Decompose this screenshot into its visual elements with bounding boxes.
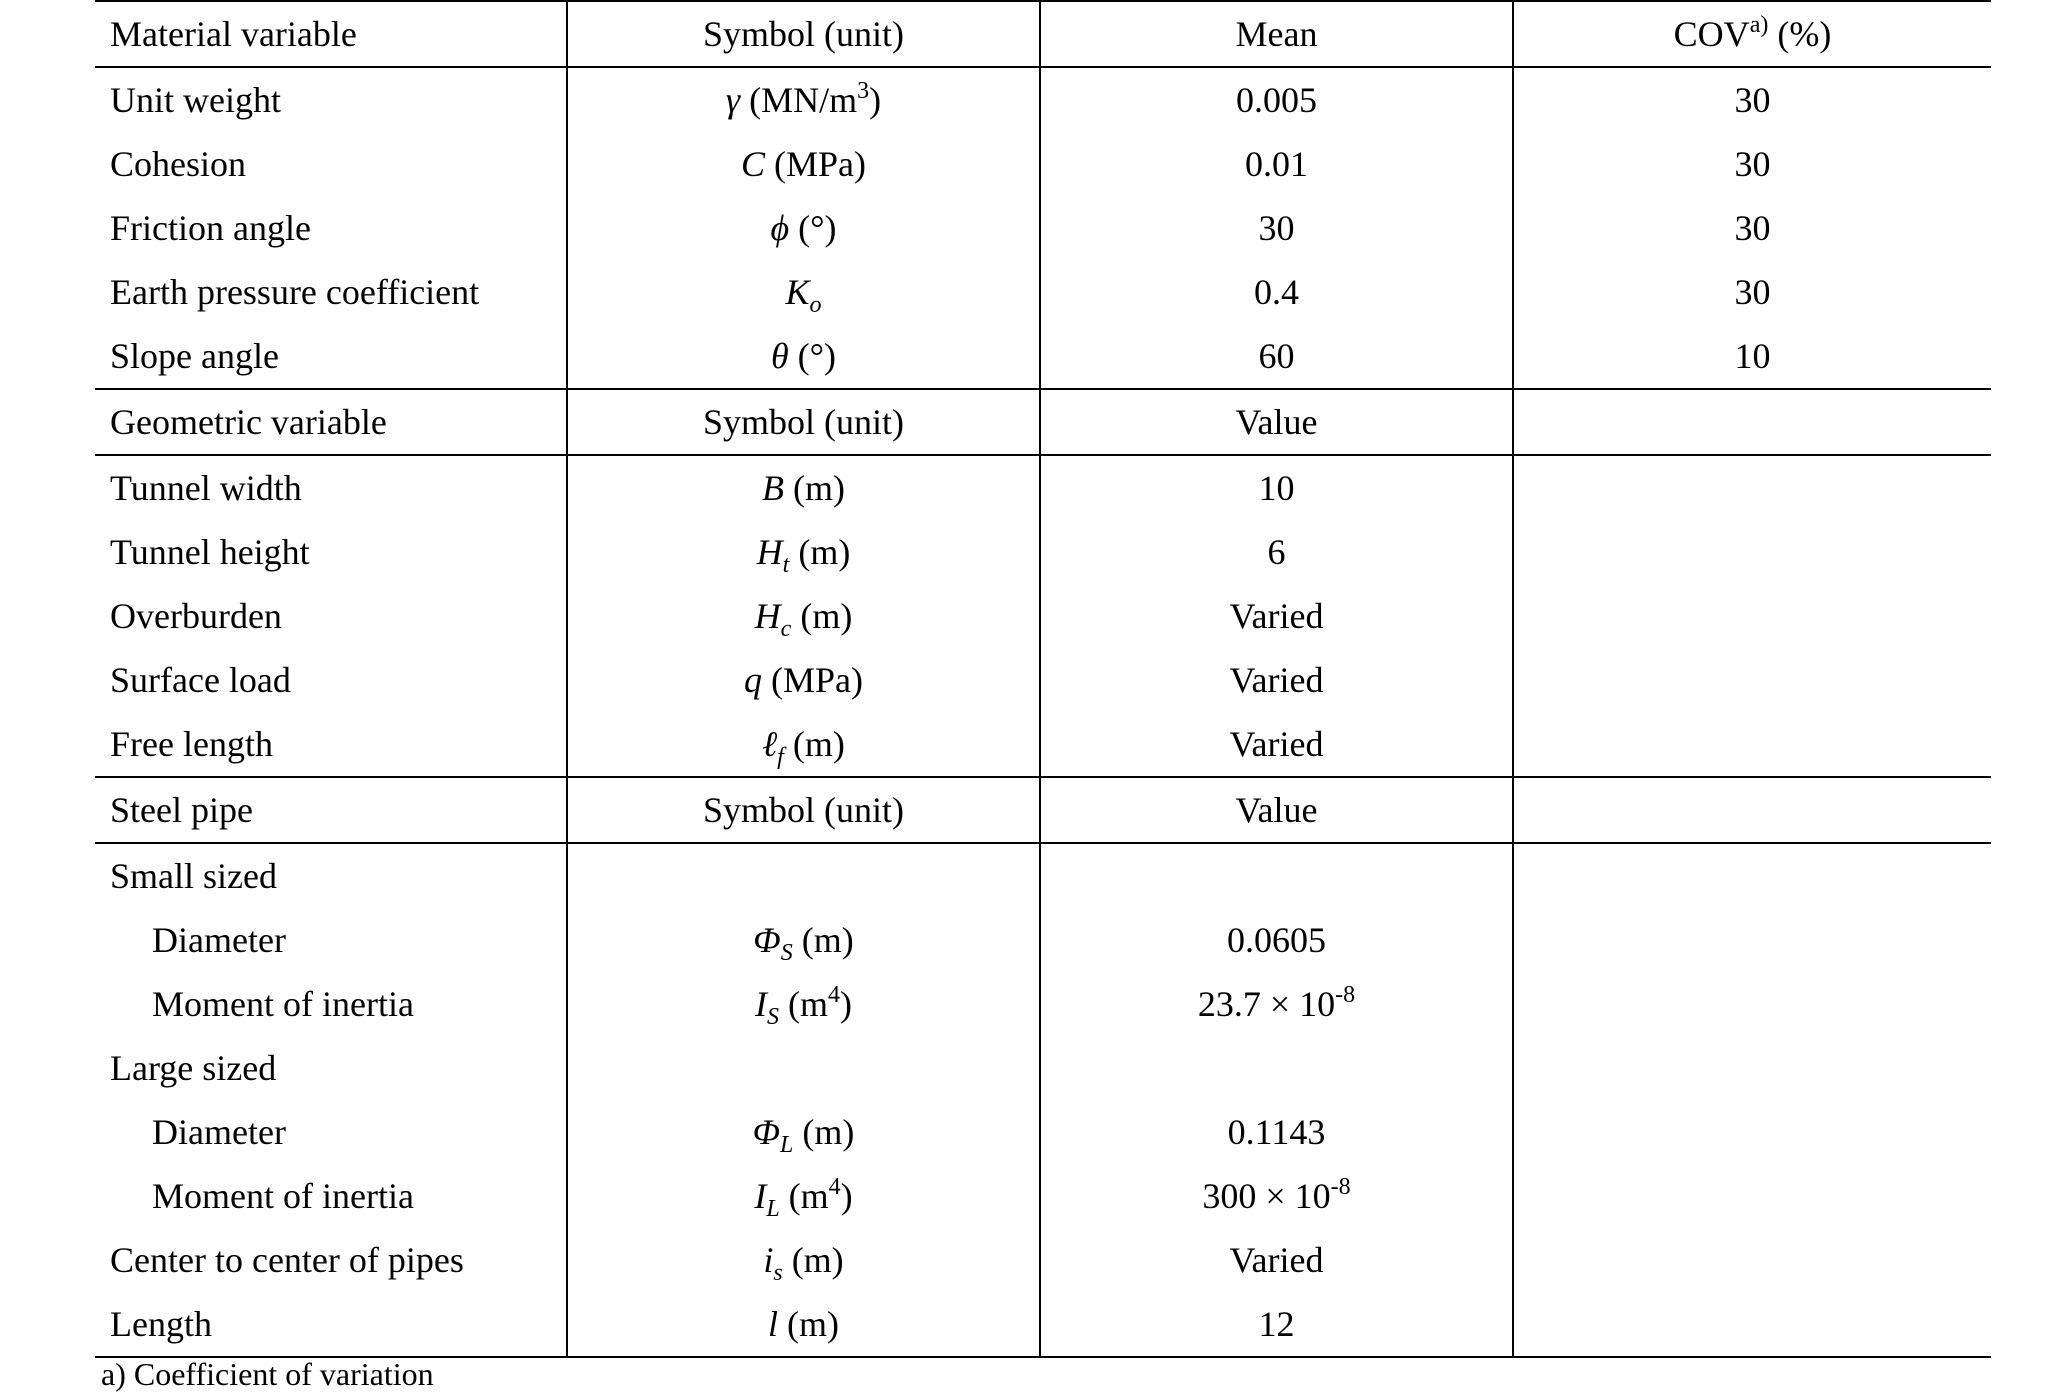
header-cell: Symbol (unit) <box>567 777 1040 843</box>
empty-cell <box>1513 1100 1991 1164</box>
value-cell: 12 <box>1040 1292 1513 1357</box>
symbol-cell <box>567 584 1040 648</box>
unit: (m) <box>784 468 845 508</box>
header-cell: Symbol (unit) <box>567 1 1040 67</box>
value-cell: Varied <box>1040 712 1513 777</box>
unit: (m) <box>783 724 845 764</box>
symbol-cell <box>567 908 1040 972</box>
header-cell: Value <box>1040 777 1513 843</box>
table-row <box>95 1292 1991 1357</box>
symbol-cell <box>567 1164 1040 1228</box>
unit: (°) <box>789 208 837 248</box>
empty-cell <box>1513 972 1991 1036</box>
row-label: Unit weight <box>110 80 281 120</box>
symbol: K <box>785 272 810 312</box>
unit: (m <box>779 984 828 1024</box>
symbol: H <box>756 532 783 572</box>
symbol: i <box>763 1240 774 1280</box>
symbol: θ <box>770 336 789 376</box>
value-cell: 10 <box>1040 455 1513 520</box>
geometric-header-row <box>95 389 1991 455</box>
material-header-row <box>95 1 1991 67</box>
unit: (MN/m <box>740 80 858 120</box>
symbol: q <box>744 660 762 700</box>
value-mantissa: 23.7 × 10 <box>1197 984 1336 1024</box>
table-row <box>95 1164 1991 1228</box>
cov-unit: (%) <box>1768 14 1832 54</box>
value-cell: 0.1143 <box>1040 1100 1513 1164</box>
symbol: H <box>754 596 781 636</box>
value-cell: Varied <box>1040 584 1513 648</box>
table-row <box>95 712 1991 777</box>
steel-header-row <box>95 777 1991 843</box>
unit: (MPa) <box>762 660 863 700</box>
unit: (m) <box>791 596 853 636</box>
header-cell: Material variable <box>95 1 567 67</box>
empty-cell <box>1513 520 1991 584</box>
cov-cell: 30 <box>1513 260 1991 324</box>
value-cell: Varied <box>1040 648 1513 712</box>
symbol-subscript: t <box>782 552 790 578</box>
symbol-cell <box>567 324 1040 389</box>
symbol-subscript: o <box>809 292 822 318</box>
cov-footnote-marker: a) <box>1749 12 1769 38</box>
unit: ) <box>869 80 882 120</box>
empty-cell <box>1513 1164 1991 1228</box>
symbol-subscript: S <box>780 940 793 966</box>
unit: (°) <box>788 336 837 376</box>
unit-exponent: 4 <box>828 982 840 1008</box>
row-label: Tunnel width <box>110 468 302 508</box>
symbol-subscript: L <box>780 1132 794 1158</box>
table-row <box>95 972 1991 1036</box>
unit: (m) <box>782 1240 844 1280</box>
symbol-subscript: f <box>777 744 784 770</box>
unit: (m) <box>789 532 851 572</box>
empty-cell <box>1513 389 1991 455</box>
empty-cell <box>1513 455 1991 520</box>
row-label: Overburden <box>110 596 282 636</box>
group-label: Small sized <box>110 856 277 896</box>
value-cell <box>1040 1164 1513 1228</box>
row-label: Earth pressure coefficient <box>110 272 480 312</box>
row-label: Diameter <box>152 1112 286 1152</box>
unit: ) <box>840 1176 853 1216</box>
symbol: I <box>755 984 767 1024</box>
unit: (m) <box>792 920 854 960</box>
header-cell: Mean <box>1040 1 1513 67</box>
row-label: Moment of inertia <box>152 1176 414 1216</box>
symbol-cell <box>567 260 1040 324</box>
symbol-cell <box>567 67 1040 132</box>
symbol: B <box>762 468 784 508</box>
cov-cell: 10 <box>1513 324 1991 389</box>
empty-cell <box>1040 1036 1513 1100</box>
table-row <box>95 324 1991 389</box>
table-row <box>95 908 1991 972</box>
value-mantissa: 300 × 10 <box>1202 1176 1331 1216</box>
unit: (m) <box>793 1112 855 1152</box>
symbol-subscript: L <box>766 1196 780 1222</box>
value-cell: 0.0605 <box>1040 908 1513 972</box>
row-label: Free length <box>110 724 273 764</box>
empty-cell <box>1040 843 1513 908</box>
row-label: Cohesion <box>110 144 247 184</box>
row-label: Length <box>95 1292 567 1357</box>
table-row <box>95 1228 1991 1292</box>
unit: ) <box>840 984 852 1024</box>
parameter-table <box>95 0 1991 1358</box>
row-label: Slope angle <box>110 336 279 376</box>
symbol-cell <box>567 196 1040 260</box>
table-row <box>95 455 1991 520</box>
empty-cell <box>567 843 1040 908</box>
empty-cell <box>1513 843 1991 908</box>
value-exponent: -8 <box>1330 1174 1351 1200</box>
table-row <box>95 520 1991 584</box>
unit-exponent: 3 <box>857 78 870 104</box>
header-cell: Symbol (unit) <box>567 389 1040 455</box>
row-label: Center to center of pipes <box>110 1240 464 1280</box>
unit: (m) <box>778 1304 839 1344</box>
empty-cell <box>1513 777 1991 843</box>
symbol: Φ <box>752 1112 781 1152</box>
table-row <box>95 260 1991 324</box>
cov-cell: 30 <box>1513 67 1991 132</box>
cov-cell: 30 <box>1513 196 1991 260</box>
mean-cell: 0.01 <box>1040 132 1513 196</box>
value-cell: 6 <box>1040 520 1513 584</box>
table-footnote: a) Coefficient of variation <box>101 1356 434 1392</box>
table-row <box>95 132 1991 196</box>
symbol-cell <box>567 520 1040 584</box>
unit-exponent: 4 <box>828 1174 841 1200</box>
mean-cell: 60 <box>1040 324 1513 389</box>
table-row <box>95 196 1991 260</box>
row-label: Diameter <box>152 920 286 960</box>
symbol-cell <box>567 1292 1040 1357</box>
symbol-cell <box>567 1100 1040 1164</box>
row-label: Friction angle <box>110 208 311 248</box>
row-label: Tunnel height <box>110 532 310 572</box>
value-cell <box>1040 972 1513 1036</box>
symbol: ϕ <box>770 208 790 248</box>
mean-cell: 0.005 <box>1040 67 1513 132</box>
symbol-cell <box>567 972 1040 1036</box>
cov-cell: 30 <box>1513 132 1991 196</box>
symbol-cell <box>567 712 1040 777</box>
mean-cell: 0.4 <box>1040 260 1513 324</box>
row-label: Moment of inertia <box>152 984 414 1024</box>
empty-cell <box>1513 648 1991 712</box>
value-cell: Varied <box>1040 1228 1513 1292</box>
empty-cell <box>1513 1036 1991 1100</box>
unit: (m <box>779 1176 829 1216</box>
header-cell: Geometric variable <box>95 389 567 455</box>
table-row <box>95 1036 1991 1100</box>
symbol: I <box>754 1176 767 1216</box>
mean-cell: 30 <box>1040 196 1513 260</box>
symbol: l <box>768 1304 779 1344</box>
empty-cell <box>1513 712 1991 777</box>
symbol-subscript: s <box>773 1260 783 1286</box>
table-row <box>95 648 1991 712</box>
header-cell: Value <box>1040 389 1513 455</box>
cov-label: COV <box>1673 14 1750 54</box>
symbol: C <box>740 144 765 184</box>
header-cell: Steel pipe <box>95 777 567 843</box>
table-row <box>95 843 1991 908</box>
table-row <box>95 584 1991 648</box>
symbol: Φ <box>753 920 781 960</box>
empty-cell <box>1513 584 1991 648</box>
symbol-cell <box>567 132 1040 196</box>
table-row <box>95 67 1991 132</box>
value-exponent: -8 <box>1335 982 1356 1008</box>
empty-cell <box>1513 908 1991 972</box>
symbol: γ <box>725 80 741 120</box>
symbol-cell <box>567 1228 1040 1292</box>
row-label: Surface load <box>110 660 291 700</box>
header-cell <box>1513 1 1991 67</box>
symbol: ℓ <box>762 724 778 764</box>
table-row <box>95 1100 1991 1164</box>
unit: (MPa) <box>765 144 866 184</box>
symbol-subscript: c <box>780 616 792 642</box>
empty-cell <box>1513 1228 1991 1292</box>
symbol-cell <box>567 648 1040 712</box>
empty-cell <box>567 1036 1040 1100</box>
group-label: Large sized <box>110 1048 277 1088</box>
symbol-subscript: S <box>767 1004 779 1030</box>
empty-cell <box>1513 1292 1991 1357</box>
symbol-cell <box>567 455 1040 520</box>
